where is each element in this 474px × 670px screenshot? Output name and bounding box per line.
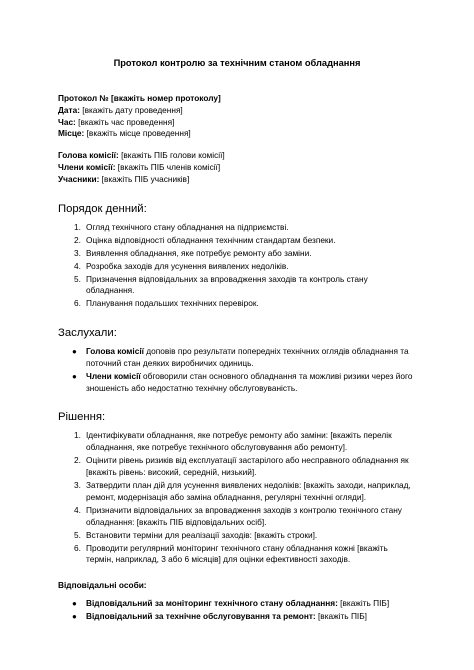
list-item: 1. Ідентифікувати обладнання, яке потребує ремонту або заміни: [вкажіть перелік обладнання, яке потребує технічного обслуговування або ремонту]. <box>74 430 392 453</box>
commission-members-line <box>58 162 416 174</box>
heard-heading: Заслухали: <box>58 327 117 340</box>
list-item: 4. Призначити відповідальних за впровадження заходів з контролю технічного стану обладнання: [вкажіть ПІБ відповідальних осіб]. <box>74 504 402 527</box>
list-item: 2. Оцінити рівень ризиків від експлуатації застарілого або несправного обладнання як [вкажіть рівень: високий, середній, низький]. <box>74 455 409 478</box>
date-label: Дата: <box>58 104 80 115</box>
meta-time <box>58 117 416 129</box>
place-value: [вкажіть місце проведення] <box>84 128 191 139</box>
bullet-icon: ● <box>72 371 77 381</box>
commission-head <box>58 150 416 162</box>
bullet-icon: ● <box>72 598 77 608</box>
list-item: ● Члени комісії обговорили стан основного обладнання та можливі ризики через його зношеність або недостатню технічну обслуговуваність. <box>72 370 413 393</box>
list-item: 5. Встановити терміни для реалізації заходів: [вкажіть строки]. <box>74 529 318 540</box>
heard-list <box>58 346 416 394</box>
agenda-heading: Порядок денний: <box>58 202 147 215</box>
time-label: Час: <box>58 116 76 127</box>
list-item: ● Відповідальний за технічне обслуговування та ремонт: [вкажіть ПІБ] <box>72 610 367 621</box>
bullet-icon: ● <box>72 611 77 621</box>
list-item: 3. Виявлення обладнання, яке потребує ремонту або заміни. <box>74 247 312 258</box>
participants-value: [вкажіть ПІБ учасників] <box>99 173 190 184</box>
list-item: 5. Призначення відповідальних за впровадження заходів та контроль стану обладнання. <box>74 273 368 296</box>
meta-date <box>58 105 416 117</box>
meta-place <box>58 128 416 140</box>
responsible-list <box>58 598 416 623</box>
document-title: Протокол контролю за технічним станом обладнання <box>113 58 361 68</box>
head-label: Голова комісії: <box>58 150 119 161</box>
responsible-heading: Відповідальні особи: <box>58 580 147 591</box>
list-item: ● Відповідальний за моніторинг технічного стану обладнання: [вкажіть ПІБ] <box>72 597 390 608</box>
agenda-list <box>58 222 416 311</box>
protocol-meta <box>58 93 416 140</box>
head-value: [вкажіть ПІБ голови комісії] <box>118 150 225 161</box>
protocol-number: Протокол № [вкажіть номер протоколу] <box>58 93 221 103</box>
list-item: 3. Затвердити план дій для усунення виявлених недоліків: [вкажіть заходи, наприклад, ремонт, модернізація або заміна обладнання, регулярні технічні огляди]. <box>74 480 411 502</box>
list-item: 6. Планування подальших технічних перевірок. <box>74 298 259 309</box>
members-value: [вкажіть ПІБ членів комісії] <box>115 161 221 172</box>
participants-label: Учасники: <box>58 173 100 184</box>
list-item: 2. Оцінка відповідності обладнання технічним стандартам безпеки. <box>74 234 336 245</box>
list-item: 6. Проводити регулярний моніторинг технічного стану обладнання кожні [вкажіть термін, наприклад, 3 або 6 місяців] для оцінки ефективності заходів. <box>74 542 388 565</box>
list-item: 1. Огляд технічного стану обладнання на підприємстві. <box>74 221 289 232</box>
time-value: [вкажіть час проведення] <box>75 116 175 127</box>
commission-members <box>58 150 416 185</box>
date-value: [вкажіть дату проведення] <box>79 104 183 115</box>
decisions-heading: Рішення: <box>58 411 106 424</box>
decisions-list <box>58 430 416 566</box>
bullet-icon: ● <box>72 347 77 357</box>
place-label: Місце: <box>58 128 85 139</box>
list-item: ● Голова комісії доповів про результати попередніх технічних оглядів обладнання та поточний стан деяких виробничих одиниць. <box>72 346 409 368</box>
participants-line <box>58 174 416 186</box>
members-label: Члени комісії: <box>58 161 116 172</box>
list-item: 4. Розробка заходів для усунення виявлених недоліків. <box>74 260 289 271</box>
